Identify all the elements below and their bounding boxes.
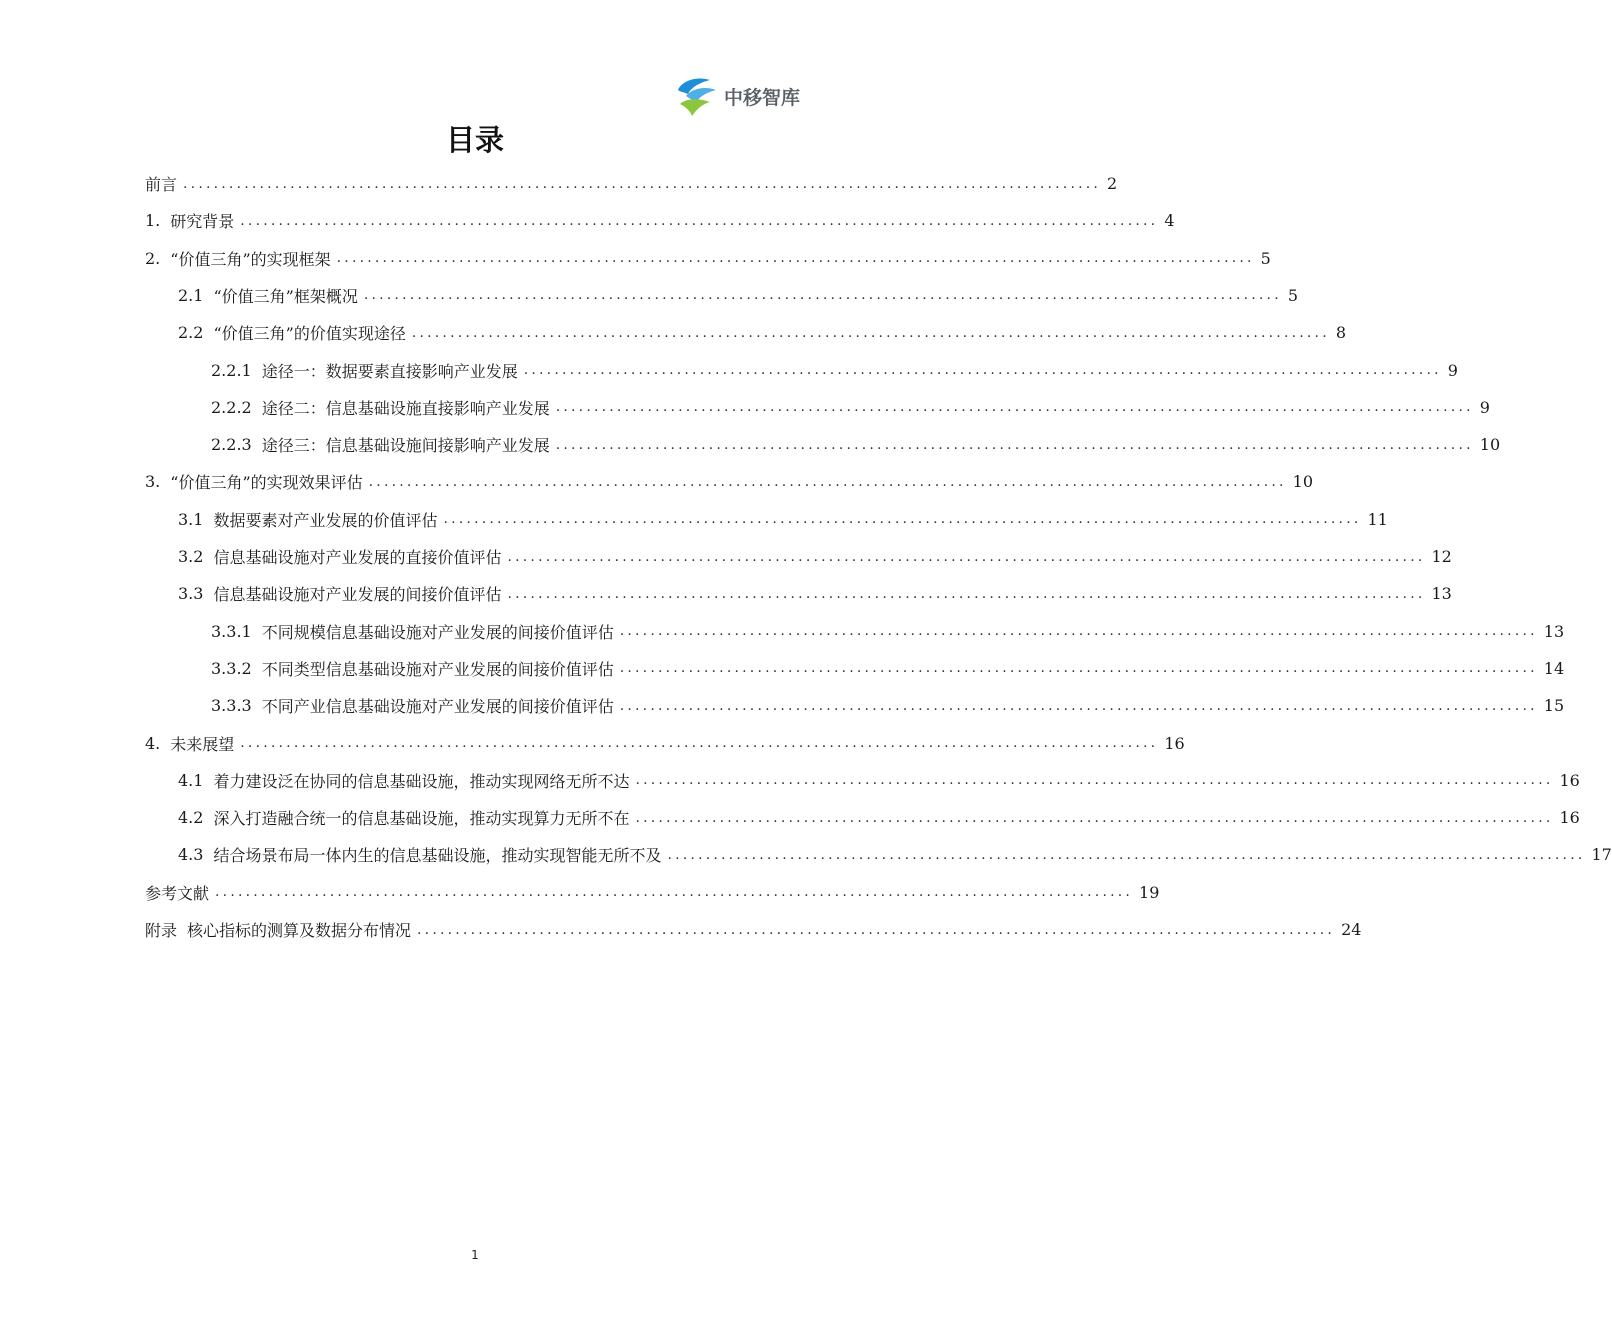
toc-dot-leader: ........................................................................................................................ xyxy=(619,660,1538,677)
toc-entry-number: 3.1 xyxy=(178,509,204,529)
toc-entry-title: 核心指标的测算及数据分布情况 xyxy=(187,921,412,940)
toc-entry-number: 4. xyxy=(145,733,161,753)
toc-entry[interactable] xyxy=(178,314,1347,351)
toc-entry-title: 研究背景 xyxy=(170,212,235,232)
header-logo xyxy=(672,72,812,120)
toc-entry-number: 2.2.3 xyxy=(211,435,252,455)
toc-entry-page-number: 2 xyxy=(1107,174,1118,193)
toc-entry-page-number: 10 xyxy=(1292,472,1314,492)
toc-entry-title: 数据要素对产业发展的价值评估 xyxy=(213,510,438,530)
toc-entry-number: 3.2 xyxy=(178,547,204,566)
toc-entry-page-number: 4 xyxy=(1164,211,1175,231)
toc-entry-title: 途径三：信息基础设施间接影响产业发展 xyxy=(261,436,550,456)
toc-entry-title: 前言 xyxy=(145,175,178,194)
toc-entry[interactable] xyxy=(211,687,1565,724)
toc-dot-leader: ........................................................................................................................ xyxy=(240,212,1159,229)
toc-dot-leader: ........................................................................................................................ xyxy=(215,884,1134,901)
toc-entry-title: “价值三角”框架概况 xyxy=(213,286,358,306)
toc-dot-leader: ........................................................................................................................ xyxy=(411,324,1330,341)
toc-entry-number: 2. xyxy=(145,248,161,268)
toc-entry-title: 不同类型信息基础设施对产业发展的间接价值评估 xyxy=(261,659,614,679)
toc-entry[interactable] xyxy=(178,799,1580,836)
footer-page-number: 1 xyxy=(471,1248,479,1262)
toc-entry[interactable] xyxy=(178,538,1452,575)
toc-entry-page-number: 15 xyxy=(1543,696,1565,716)
china-mobile-think-tank-logo-icon xyxy=(672,72,720,120)
toc-entry-number: 3.3.1 xyxy=(211,621,252,641)
toc-dot-leader: ........................................................................................................................ xyxy=(336,250,1255,267)
toc-dot-leader: ........................................................................................................................ xyxy=(507,548,1426,565)
toc-entry[interactable] xyxy=(178,277,1299,314)
toc-dot-leader: ........................................................................................................................ xyxy=(183,175,1102,192)
toc-entry-title: 途径二：信息基础设施直接影响产业发展 xyxy=(261,398,550,418)
toc-dot-leader: ........................................................................................................................ xyxy=(555,399,1474,416)
toc-dot-leader: ........................................................................................................................ xyxy=(555,436,1474,453)
toc-entry-number: 4.2 xyxy=(178,808,204,828)
toc-entry-title: 深入打造融合统一的信息基础设施，推动实现算力无所不在 xyxy=(213,809,630,829)
toc-entry[interactable] xyxy=(211,650,1565,687)
toc-dot-leader: ........................................................................................................................ xyxy=(619,697,1538,714)
toc-entry-page-number: 17 xyxy=(1591,845,1612,865)
toc-dot-leader: ........................................................................................................................ xyxy=(368,473,1287,490)
toc-entry[interactable] xyxy=(178,501,1388,538)
toc-dot-leader: ........................................................................................................................ xyxy=(635,772,1554,789)
toc-dot-leader: ........................................................................................................................ xyxy=(635,809,1554,826)
toc-entry[interactable] xyxy=(178,762,1580,799)
toc-entry-page-number: 10 xyxy=(1479,435,1501,455)
toc-entry-page-number: 24 xyxy=(1341,920,1362,939)
toc-dot-leader: ........................................................................................................................ xyxy=(523,362,1442,378)
toc-dot-leader: ........................................................................................................................ xyxy=(363,287,1282,304)
toc-entry-number: 3.3.3 xyxy=(211,696,252,716)
toc-entry-title: 着力建设泛在协同的信息基础设施，推动实现网络无所不达 xyxy=(213,771,630,791)
toc-entry[interactable] xyxy=(211,352,1458,389)
toc-entry-title: 信息基础设施对产业发展的直接价值评估 xyxy=(213,548,502,567)
toc-dot-leader: ........................................................................................................................ xyxy=(619,623,1538,640)
toc-entry-page-number: 9 xyxy=(1479,397,1490,417)
toc-entry-number: 3.3 xyxy=(178,584,204,604)
toc-entry-number: 2.1 xyxy=(178,285,204,305)
toc-entry-page-number: 13 xyxy=(1543,621,1565,641)
toc-entry[interactable] xyxy=(145,240,1271,277)
toc-entry-page-number: 16 xyxy=(1559,808,1580,828)
toc-entry-page-number: 9 xyxy=(1447,360,1458,380)
toc-entry[interactable] xyxy=(211,613,1565,650)
toc-entry[interactable] xyxy=(145,725,1185,762)
toc-entry-page-number: 5 xyxy=(1287,285,1299,305)
toc-entry-number: 4.1 xyxy=(178,770,204,790)
toc-entry-page-number: 11 xyxy=(1367,509,1388,529)
toc-dot-leader: ........................................................................................................................ xyxy=(667,846,1586,863)
toc-entry[interactable] xyxy=(211,426,1501,463)
toc-entry-page-number: 14 xyxy=(1543,658,1565,678)
toc-entry-page-number: 5 xyxy=(1260,248,1271,268)
toc-entry-number: 1. xyxy=(145,211,161,231)
toc-entry-number: 4.3 xyxy=(178,845,204,865)
toc-entry-page-number: 16 xyxy=(1164,733,1185,753)
toc-entry[interactable] xyxy=(178,575,1452,612)
toc-entry-title: 不同产业信息基础设施对产业发展的间接价值评估 xyxy=(261,697,614,717)
toc-dot-leader: ........................................................................................................................ xyxy=(507,585,1426,602)
toc-entry-title: 途径一：数据要素直接影响产业发展 xyxy=(261,361,518,381)
toc-entry-title: 不同规模信息基础设施对产业发展的间接价值评估 xyxy=(261,622,614,642)
toc-title: 目录 xyxy=(445,123,504,157)
toc-entry[interactable] xyxy=(145,874,1160,911)
toc-entry[interactable] xyxy=(145,165,1118,202)
toc-entry-number: 3. xyxy=(145,472,161,492)
toc-entry[interactable] xyxy=(145,911,1362,948)
toc-entry-page-number: 19 xyxy=(1139,882,1160,902)
toc-dot-leader: ........................................................................................................................ xyxy=(240,735,1159,751)
toc-entry-number: 附录 xyxy=(145,921,178,940)
toc-entry-number: 2.2.2 xyxy=(211,397,252,417)
toc-entry-number: 2.2.1 xyxy=(211,360,252,380)
logo-text: 中移智库 xyxy=(724,86,801,109)
toc-dot-leader: ........................................................................................................................ xyxy=(443,511,1362,528)
toc-entry-title: “价值三角”的实现框架 xyxy=(170,249,331,269)
toc-entry-number: 3.3.2 xyxy=(211,658,252,678)
toc-entry[interactable] xyxy=(178,836,1612,873)
toc-entry[interactable] xyxy=(145,463,1314,500)
toc-entry[interactable] xyxy=(145,202,1175,239)
toc-entry-title: 信息基础设施对产业发展的间接价值评估 xyxy=(213,585,502,605)
toc-entry-number: 2.2 xyxy=(178,323,204,343)
toc-entry-title: 未来展望 xyxy=(170,734,235,754)
toc-entry-title: “价值三角”的实现效果评估 xyxy=(170,473,363,493)
toc-entry-page-number: 12 xyxy=(1431,547,1452,566)
toc-entry-page-number: 13 xyxy=(1431,584,1452,604)
toc-entry-title: “价值三角”的价值实现途径 xyxy=(213,324,406,344)
toc-entry-title: 结合场景布局一体内生的信息基础设施，推动实现智能无所不及 xyxy=(213,846,662,866)
toc-entry[interactable] xyxy=(211,389,1490,426)
toc-entry-page-number: 16 xyxy=(1559,770,1580,790)
toc-dot-leader: ........................................................................................................................ xyxy=(417,921,1336,938)
toc-entry-title: 参考文献 xyxy=(145,883,210,903)
toc-entry-page-number: 8 xyxy=(1335,323,1347,343)
